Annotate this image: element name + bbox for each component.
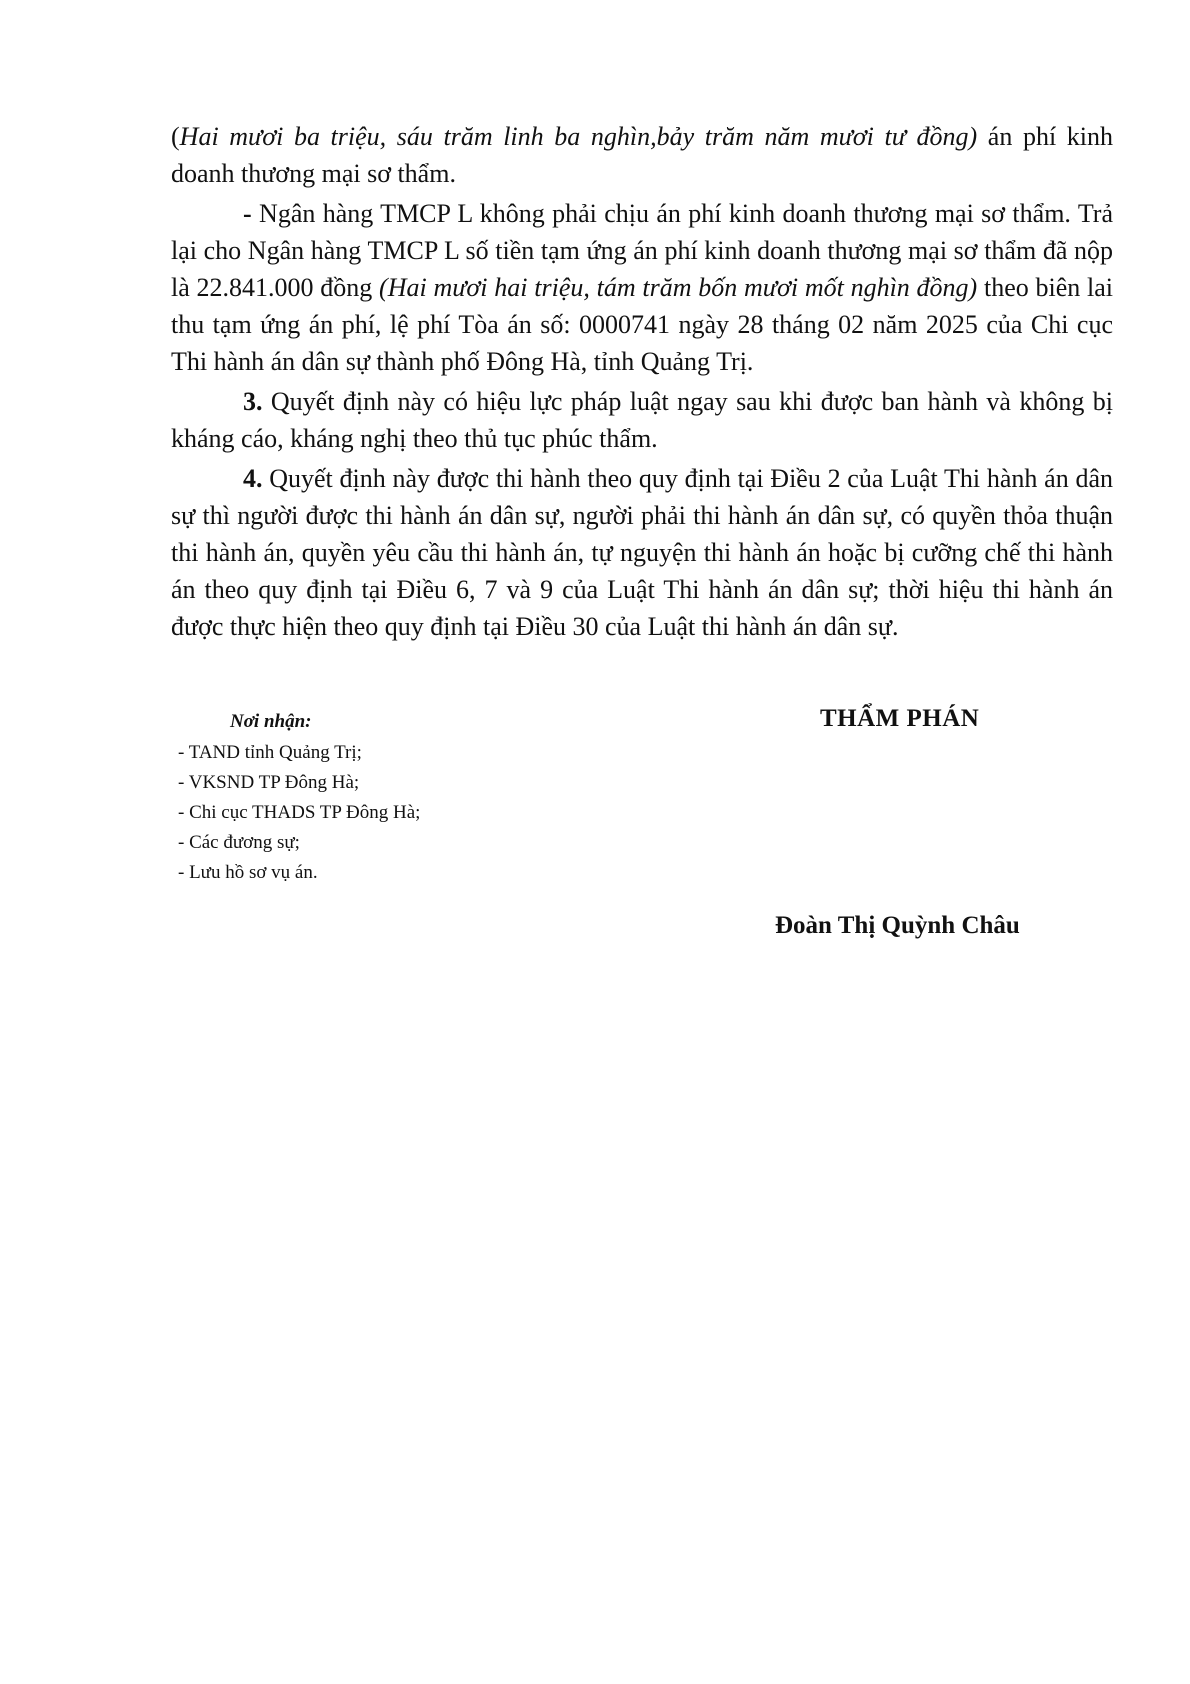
- list-item: - TAND tỉnh Quảng Trị;: [178, 738, 598, 768]
- signer-name: Đoàn Thị Quỳnh Châu: [775, 912, 1020, 939]
- recipients-title: Nơi nhận:: [230, 711, 312, 732]
- recipients-list: [178, 738, 598, 888]
- item-number: 4.: [243, 464, 263, 493]
- paragraph-text: án phí kinh doanh thương mại sơ thẩm.: [171, 122, 1113, 188]
- signer-title: THẨM PHÁN: [820, 705, 980, 732]
- paragraph-text: Quyết định này có hiệu lực pháp luật ngay sau khi được ban hành và không bị kháng cáo, kháng nghị theo thủ tục phúc thẩm.: [171, 387, 1113, 453]
- paragraph-text: Quyết định này được thi hành theo quy định tại Điều 2 của Luật Thi hành án dân sự thì người được thi hành án dân sự, người phải thi hành án dân sự, có quyền thỏa thuận thi hành án, quyền yêu cầu thi hành án, tự nguyện thi hành án hoặc bị cưỡng chế thi hành án theo quy định tại Điều 6, 7 và 9 của Luật Thi hành án dân sự; thời hiệu thi hành án được thực hiện theo quy định tại Điều 30 của Luật thi hành án dân sự.: [171, 464, 1113, 641]
- item-number: 3.: [243, 387, 263, 416]
- paragraph-court-fee: [171, 118, 1113, 192]
- list-item: - Các đương sự;: [178, 828, 598, 858]
- open-paren: (: [171, 122, 180, 151]
- paragraph-text: Ngân hàng TMCP L không phải chịu án phí kinh doanh thương mại sơ thẩm. Trả lại cho Ngân hàng TMCP L số tiền tạm ứng án phí kinh doanh thương mại sơ thẩm đã nộp là 22.841.000 đồng: [171, 199, 1113, 302]
- paragraph-text: theo biên lai thu tạm ứng án phí, lệ phí Tòa án số: 0000741 ngày 28 tháng 02 năm 2025 của Chi cục Thi hành án dân sự thành phố Đông Hà, tỉnh Quảng Trị.: [171, 273, 1114, 376]
- list-dash: -: [243, 199, 260, 228]
- paragraph-3: [171, 383, 1113, 457]
- list-item: - VKSND TP Đông Hà;: [178, 768, 598, 798]
- list-item: - Chi cục THADS TP Đông Hà;: [178, 798, 598, 828]
- paragraph-bank-refund: [171, 195, 1113, 380]
- amount-in-words: (Hai mươi hai triệu, tám trăm bốn mươi mốt nghìn đồng): [379, 273, 978, 302]
- paragraph-4: [171, 460, 1113, 645]
- list-item: - Lưu hồ sơ vụ án.: [178, 858, 598, 888]
- amount-in-words: Hai mươi ba triệu, sáu trăm linh ba nghìn,bảy trăm năm mươi tư đồng): [179, 122, 978, 151]
- recipients-block: [178, 708, 598, 888]
- decision-body: [171, 118, 1113, 648]
